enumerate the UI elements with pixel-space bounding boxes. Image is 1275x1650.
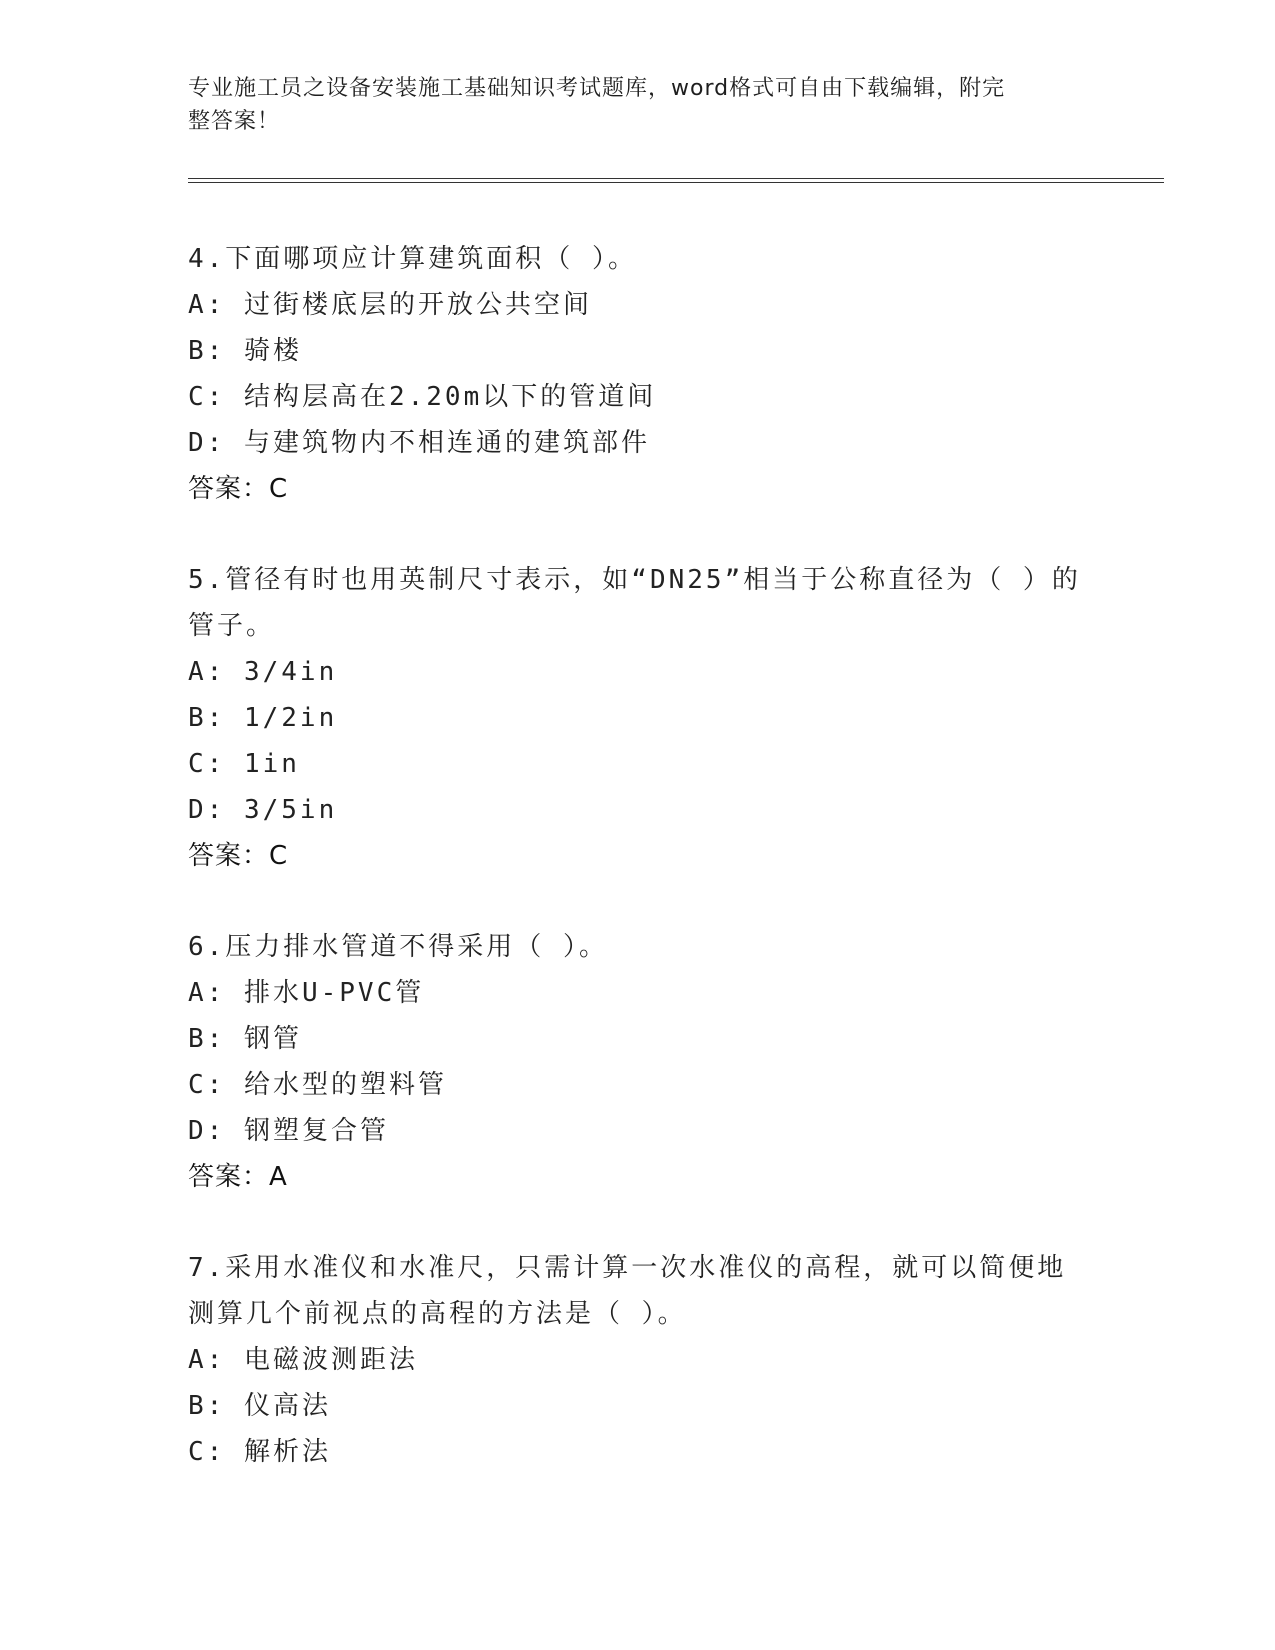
- option-a: A: 过街楼底层的开放公共空间: [188, 290, 592, 320]
- option-c: C: 解析法: [188, 1437, 331, 1467]
- option-b: B: 骑楼: [188, 336, 302, 366]
- answer-text: 答案：C: [188, 841, 289, 871]
- option-a: A: 排水U-PVC管: [188, 978, 425, 1008]
- question-text: 5.管径有时也用英制尺寸表示，如“DN25”相当于公称直径为（ ）的: [188, 565, 1081, 595]
- option-d: D: 钢塑复合管: [188, 1116, 389, 1146]
- header-divider: [188, 178, 1164, 183]
- option-c: C: 结构层高在2.20m以下的管道间: [188, 382, 657, 412]
- option-d: D: 3/5in: [188, 795, 338, 825]
- option-b: B: 钢管: [188, 1024, 302, 1054]
- answer-text: 答案：C: [188, 474, 289, 504]
- option-b: B: 1/2in: [188, 703, 338, 733]
- document-header: [188, 72, 1088, 138]
- option-c: C: 给水型的塑料管: [188, 1070, 447, 1100]
- header-line-2: 整答案！: [188, 109, 281, 134]
- question-text: 4.下面哪项应计算建筑面积（ ）。: [188, 244, 637, 274]
- question-6: [188, 924, 1088, 1200]
- question-5: [188, 557, 1088, 879]
- option-a: A: 3/4in: [188, 657, 338, 687]
- question-text: 7.采用水准仪和水准尺，只需计算一次水准仪的高程，就可以简便地: [188, 1253, 1067, 1283]
- option-b: B: 仪高法: [188, 1391, 331, 1421]
- question-text: 6.压力排水管道不得采用（ ）。: [188, 932, 608, 962]
- option-a: A: 电磁波测距法: [188, 1345, 418, 1375]
- question-list: [188, 236, 1088, 1520]
- question-text-continued: 管子。: [188, 611, 276, 641]
- question-4: [188, 236, 1088, 512]
- question-text-continued: 测算几个前视点的高程的方法是（ ）。: [188, 1299, 687, 1329]
- option-c: C: 1in: [188, 749, 300, 779]
- question-7: [188, 1245, 1088, 1475]
- option-d: D: 与建筑物内不相连通的建筑部件: [188, 428, 650, 458]
- answer-text: 答案：A: [188, 1162, 288, 1192]
- header-line-1: 专业施工员之设备安装施工基础知识考试题库，word格式可自由下载编辑，附完: [188, 76, 1006, 101]
